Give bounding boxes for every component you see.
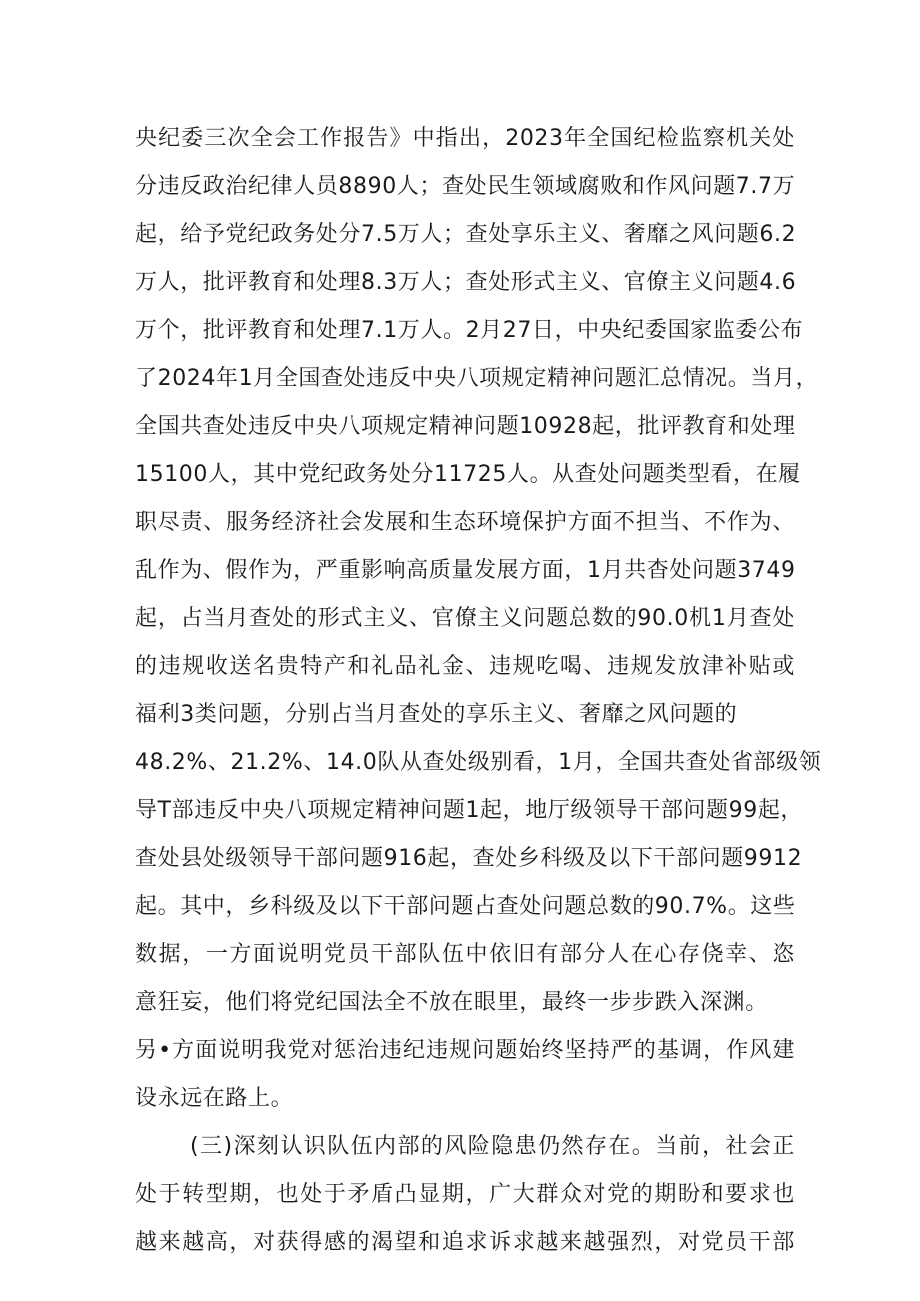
body-text-line: 了2024年1月全国查处违反中央八项规定精神问题汇总情况。当月， — [135, 366, 819, 391]
body-text-line: 起，占当月查处的形式主义、官僚主义问题总数的90.0机1月查处 — [135, 606, 795, 631]
body-text-line: 数据，一方面说明党员干部队伍中依旧有部分人在心存侥幸、恣 — [135, 942, 795, 967]
body-text-line: 导T部违反中央八项规定精神问题1起，地厅级领导干部问题99起， — [135, 798, 804, 823]
body-text-line: 万个，批评教育和处理7.1万人。2月27日，中央纪委国家监委公布 — [135, 318, 804, 343]
body-text-line: 15100人，其中党纪政务处分11725人。从查处问题类型看，在履 — [135, 462, 801, 487]
body-text-line: 查处县处级领导干部问题916起，查处乡科级及以下干部问题9912 — [135, 846, 803, 871]
body-text-line: 意狂妄，他们将党纪国法全不放在眼里，最终一步步跌入深渊。 — [135, 990, 768, 1015]
body-text-line: 起。其中，乡科级及以下干部问题占查处问题总数的90.7%。这些 — [135, 894, 796, 919]
body-text-line: 福利3类问题，分别占当月查处的享乐主义、奢靡之风问题的 — [135, 702, 738, 727]
body-text-line: 另•方面说明我党对惩治违纪违规问题始终坚持严的基调，作风建 — [135, 1038, 795, 1063]
body-text-line: 职尽责、服务经济社会发展和生态环境保护方面不担当、不作为、 — [135, 510, 795, 535]
body-text-line: 起，给予党纪政务处分7.5万人；查处享乐主义、奢靡之风问题6.2 — [135, 222, 797, 247]
body-text-line: 分违反政治纪律人员8890人；查处民生领域腐败和作风问题7.7万 — [135, 174, 796, 199]
body-text-line: 越来越高，对获得感的渴望和追求诉求越来越强烈，对党员干部 — [135, 1230, 795, 1255]
section-heading-line: (三)深刻认识队伍内部的风险隐患仍然存在。当前，社会正 — [190, 1134, 795, 1159]
body-text-line: 处于转型期，也处于矛盾凸显期，广大群众对党的期盼和要求也 — [135, 1182, 795, 1207]
body-text-line: 央纪委三次全会工作报告》中指出，2023年全国纪检监察机关处 — [135, 126, 795, 151]
body-text-line: 48.2%、21.2%、14.0队从查处级别看，1月，全国共查处省部级领 — [135, 750, 822, 775]
body-text-line: 万人，批评教育和处理8.3万人；查处形式主义、官僚主义问题4.6 — [135, 270, 797, 295]
paragraph-end-line: 设永远在路上。 — [135, 1086, 294, 1111]
body-text-line: 乱作为、假作为，严重影响高质量发展方面，1月共杳处问题3749 — [135, 558, 796, 583]
body-text-line: 全国共查处违反中央八项规定精神问题10928起，批评教育和处理 — [135, 414, 796, 439]
body-text-line: 的违规收送名贵特产和礼品礼金、违规吃喝、违规发放津补贴或 — [135, 654, 795, 679]
